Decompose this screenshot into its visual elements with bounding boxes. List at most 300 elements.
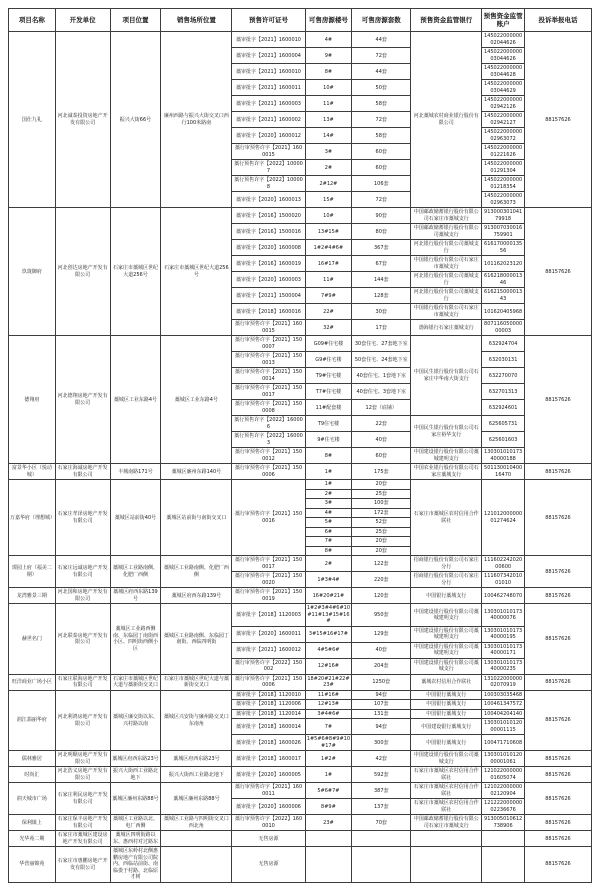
cell-bldg: 8# (305, 64, 352, 80)
cell-sales: 藁城区廉州东路88号 (161, 783, 232, 815)
cell-acct (482, 847, 525, 883)
table-header (9, 9, 592, 32)
cell-cnt: 17套 (352, 320, 411, 336)
cell-acct: 14502200000001221626 (482, 144, 525, 160)
cell-dev: 河北国和房地产开发有限公司 (55, 588, 110, 604)
cell-cnt: 67套 (352, 256, 411, 272)
cell-sales (161, 831, 232, 847)
cell-bldg: T9住宅楼 (305, 416, 352, 432)
cell-cnt: 175套 (352, 464, 411, 480)
cell-bldg: 16#20#21# (305, 588, 352, 604)
cell-bldg: 1# (305, 767, 352, 783)
cell-phone: 88157626 (524, 208, 591, 336)
cell-loc: 藁城区站前街40号 (110, 480, 161, 556)
cell-dev: 石家庄保丰房地产开发有限公司 (55, 815, 110, 831)
cell-permit: 藁审批字【2018】1120010 (232, 690, 305, 700)
cell-acct: 14502200000003044626 (482, 48, 525, 64)
cell-loc: 石家庄市藁城区世纪大道与藁新街交叉口 (110, 674, 161, 690)
cell-bldg: 23# (305, 815, 352, 831)
cell-bank: 中国银行藁城支行 (411, 700, 482, 710)
cell-bldg: G09#住宅楼 (305, 336, 352, 352)
cell-permit: 藁行审预售许字【2022】150002 (232, 658, 305, 674)
cell-acct: 14502200000001218354 (482, 176, 525, 192)
cell-bldg: 8#9# (305, 799, 352, 815)
cell-bank: 河北藁城农村商业银行股份有限公司 (411, 32, 482, 208)
cell-bank: 石家庄市藁城区农村信用合作联社 (411, 480, 482, 556)
cell-bldg: 5# (305, 518, 352, 528)
cell-dev: 石家庄市惠鹏房地产开发有限公司 (55, 847, 110, 883)
cell-permit: 无售房源 (232, 831, 305, 847)
table-row (9, 751, 592, 767)
cell-cnt: 122套 (352, 556, 411, 572)
cell-bldg: 12#13# (305, 700, 352, 710)
cell-bldg: 3#4#6# (305, 709, 352, 719)
cell-acct: 14502200000002942126 (482, 96, 525, 112)
cell-cnt: 300套 (352, 735, 411, 751)
cell-cnt: 387套 (352, 783, 411, 799)
cell-sales: 藁城区廉州东路140号 (161, 464, 232, 480)
cell-bldg: 15# (305, 192, 352, 208)
cell-sales: 藁城区工业路南侧、东临园丁南街、西临四明街 (161, 604, 232, 675)
cell-dev: 石家庄远诚房地产开发有限公司 (55, 556, 110, 588)
cell-loc: 藁城区工业东路4号 (110, 336, 161, 464)
table-row (9, 847, 592, 883)
cell-bldg (305, 831, 352, 847)
cell-cnt: 90套 (352, 208, 411, 224)
cell-cnt: 20套 (352, 480, 411, 490)
cell-sales: 藁城区工业东路4号 (161, 336, 232, 464)
cell-loc: 藁城区府西东路139号 (110, 588, 161, 604)
cell-acct: 100461347572 (482, 700, 525, 710)
column-header-sales: 销售场所位置 (161, 9, 232, 32)
cell-permit: 藁审批字【2020】1600013 (232, 192, 305, 208)
cell-permit: 藁审批字【2021】1600004 (232, 48, 305, 64)
cell-name: 玖珑御府 (9, 208, 56, 336)
table-row (9, 480, 592, 490)
cell-cnt (352, 847, 411, 883)
cell-permit: 藁行预售许字【2022】160006 (232, 416, 305, 432)
cell-bank: 中国建设银行股份有限公司藁城建明支行 (411, 642, 482, 658)
cell-phone: 88157626 (524, 767, 591, 783)
cell-acct: 101162023120 (482, 256, 525, 272)
cell-bldg: 10# (305, 80, 352, 96)
cell-bldg: 1#2#4#6# (305, 240, 352, 256)
cell-phone: 88157626 (524, 604, 591, 675)
cell-cnt: 72套 (352, 112, 411, 128)
cell-cnt: 60套 (352, 160, 411, 176)
cell-phone: 88157626 (524, 831, 591, 847)
cell-cnt: 25套 (352, 489, 411, 499)
cell-loc: 藁城区工业路南侧、化肥厂西侧 (110, 556, 161, 588)
cell-bldg: 3#15#16#17# (305, 626, 352, 642)
cell-cnt: 50套住宅、24套地下室 (352, 352, 411, 368)
cell-acct: 13102200000002070919 (482, 674, 525, 690)
cell-cnt (352, 831, 411, 847)
cell-permit: 藁审批字【2021】1500004 (232, 288, 305, 304)
cell-loc: 藁城区府西东路23号 (110, 751, 161, 767)
cell-name: 璟园上府（福美二期） (9, 556, 56, 588)
cell-name: 儒林雅居 (9, 751, 56, 767)
cell-acct: 11160734201001010 (482, 572, 525, 588)
cell-sales: 振兴大街西工业路北地下 (161, 767, 232, 783)
cell-bldg: 1# (305, 480, 352, 490)
cell-dev: 石家庄利民房地产开发有限公司 (55, 783, 110, 815)
cell-permit: 藁审批字【2018】1120006 (232, 700, 305, 710)
cell-bank: 中国银行藁城支行 (411, 735, 482, 751)
cell-cnt: 50套 (352, 80, 411, 96)
cell-acct: 632924704 (482, 336, 525, 352)
cell-cnt: 58套 (352, 128, 411, 144)
table-row (9, 831, 592, 847)
cell-acct: 14502200000001291304 (482, 160, 525, 176)
column-header-loc: 项目位置 (110, 9, 161, 32)
cell-cnt: 367套 (352, 240, 411, 256)
cell-acct: 13030101017340000195 (482, 626, 525, 642)
cell-permit: 藁行预售许字【2022】100007 (232, 160, 305, 176)
cell-cnt: 120套 (352, 588, 411, 604)
cell-permit: 藁审批字【2016】1500016 (232, 224, 305, 240)
cell-acct: 14502200000002963072 (482, 128, 525, 144)
cell-permit: 藁审批字【2020】1600003 (232, 272, 305, 288)
cell-permit: 藁审批字【2020】1600008 (232, 240, 305, 256)
cell-permit: 藁行审预售许字【2021】1500014 (232, 368, 305, 384)
cell-permit: 藁行审预售许字【2021】1500017 (232, 556, 305, 572)
cell-phone: 88157626 (524, 464, 591, 480)
cell-bank (411, 847, 482, 883)
cell-permit: 藁行审预售许字【2021】1500006 (232, 674, 305, 690)
cell-bldg: 9# (305, 48, 352, 64)
cell-cnt: 144套 (352, 272, 411, 288)
cell-bldg: 18#20#21#22#23# (305, 674, 352, 690)
cell-bldg: 12#16# (305, 658, 352, 674)
table-row (9, 464, 592, 480)
cell-cnt: 40套 (352, 432, 411, 448)
cell-bldg: 11#16# (305, 690, 352, 700)
cell-acct: 14502200000002044626 (482, 32, 525, 48)
cell-bldg: 4# (305, 32, 352, 48)
cell-sales: 藁城区工业路与四明街交叉口西北角 (161, 815, 232, 831)
table-row (9, 208, 592, 224)
cell-bldg: 7# (305, 537, 352, 547)
cell-acct: 80711605000000003 (482, 320, 525, 336)
cell-bldg: T7#住宅楼 (305, 384, 352, 400)
cell-sales: 藁城区府西东路139号 (161, 588, 232, 604)
cell-loc: 丰城南路171号 (110, 464, 161, 480)
cell-bank: 中国建设银行股份有限公司藁城建明支行 (411, 626, 482, 642)
cell-dev: 河北利鸿房地产开发有限公司 (55, 690, 110, 751)
cell-permit: 藁行审预售许字【2021】1500020 (232, 572, 305, 588)
cell-cnt: 30套 (352, 304, 411, 320)
cell-permit: 藁审批字【2021】1600012 (232, 642, 305, 658)
cell-bldg: 13# (305, 112, 352, 128)
cell-cnt: 100套 (352, 499, 411, 509)
cell-permit: 藁审批字【2020】1600011 (232, 626, 305, 642)
cell-cnt: 72套 (352, 192, 411, 208)
column-header-cnt: 可售房源套数 (352, 9, 411, 32)
column-header-acct: 预售资金监管账户 (482, 9, 525, 32)
cell-bldg: 8# (305, 448, 352, 464)
cell-bldg (305, 847, 352, 883)
cell-acct: 100404204140 (482, 709, 525, 719)
cell-permit: 藁行审预售许字【2021】1500016 (232, 480, 305, 556)
cell-permit: 藁行审预售许字【2021】1600011 (232, 783, 305, 799)
cell-name: 保利镇上 (9, 815, 56, 831)
cell-name: 光华苑二期 (9, 831, 56, 847)
cell-permit: 藁审批字【2020】1600006 (232, 799, 305, 815)
cell-bldg: T9#住宅楼 (305, 368, 352, 384)
cell-loc: 藁城区四明街路以东、惠西村对过路东 (110, 831, 161, 847)
cell-cnt: 60套 (352, 448, 411, 464)
cell-acct: 12101200000001274624 (482, 480, 525, 556)
cell-phone: 88157626 (524, 588, 591, 604)
cell-acct: 50113001040016470 (482, 464, 525, 480)
presale-permit-table (8, 8, 592, 883)
cell-bldg: 1#2# (305, 751, 352, 767)
cell-bldg: 2# (305, 160, 352, 176)
cell-acct: 625601603 (482, 432, 525, 448)
cell-acct: 632030131 (482, 352, 525, 368)
cell-bldg: 3# (305, 499, 352, 509)
cell-acct: 13030101017340000076 (482, 604, 525, 627)
table-row (9, 32, 592, 48)
cell-bldg: 10# (305, 208, 352, 224)
cell-bank: 招商银行股份有限公司石家庄分行 (411, 556, 482, 572)
cell-bldg: 13#15# (305, 224, 352, 240)
table-row (9, 588, 592, 604)
cell-cnt: 25套 (352, 527, 411, 537)
cell-permit: 藁审批字【2016】1600019 (232, 256, 305, 272)
cell-phone: 88157626 (524, 783, 591, 815)
cell-acct: 632270070 (482, 368, 525, 384)
cell-name: 万嘉华府（理想城） (9, 480, 56, 556)
cell-bank: 石家庄市藁城区农村信用合作联社 (411, 767, 482, 783)
cell-permit: 藁审批字【2021】1600003 (232, 96, 305, 112)
cell-bldg: 1# (305, 464, 352, 480)
cell-acct: 61621500001343 (482, 288, 525, 304)
cell-permit: 藁审批字【2018】1600016 (232, 304, 305, 320)
cell-bank: 河北银行股份有限公司藁城支行 (411, 240, 482, 256)
cell-sales: 藁城区站前街与南街交叉口 (161, 480, 232, 556)
cell-acct: 13030101017340000235 (482, 658, 525, 674)
column-header-permit: 预售许可证号 (232, 9, 305, 32)
cell-phone: 88157626 (524, 32, 591, 208)
table-row (9, 783, 592, 799)
cell-acct: 100471710608 (482, 735, 525, 751)
cell-cnt: 94套 (352, 690, 411, 700)
cell-cnt: 172套 (352, 508, 411, 518)
cell-phone: 88157626 (524, 815, 591, 831)
cell-loc: 石家庄市藁城区世纪大道256号 (110, 208, 161, 336)
cell-bank: 河北银行股份有限公司藁城支行 (411, 288, 482, 304)
cell-bldg: 11# (305, 96, 352, 112)
cell-bank: 招商银行股份有限公司石家庄分行 (411, 572, 482, 588)
cell-bank: 中国建设银行股份有限公司藁城建明支行 (411, 604, 482, 627)
cell-bldg: 9#住宅楼 (305, 432, 352, 448)
cell-bldg: 16#17# (305, 256, 352, 272)
cell-acct: 61617000013556 (482, 240, 525, 256)
cell-permit: 藁审批字【2018】1600017 (232, 751, 305, 767)
cell-permit: 藁行审预售许字【2021】1500017 (232, 384, 305, 400)
cell-dev: 石家庄联海房地产开发有限公司 (55, 674, 110, 690)
cell-cnt: 106套 (352, 176, 411, 192)
cell-bank: 中国建设银行股份有限公司藁城支行 (411, 658, 482, 674)
cell-bank: 藁城农村信用合作联社 (411, 674, 482, 690)
cell-acct: 13030101012000001115 (482, 719, 525, 735)
cell-acct: 632701313 (482, 384, 525, 400)
cell-permit: 藁行审预售许字【2021】1500006 (232, 464, 305, 480)
table-row (9, 336, 592, 352)
cell-cnt: 1250套 (352, 674, 411, 690)
cell-permit: 藁行审预售许字【2021】1500013 (232, 352, 305, 368)
cell-acct: 632924601 (482, 400, 525, 416)
column-header-phone: 投诉举报电话 (524, 9, 591, 32)
cell-dev: 河北创达房地产开发有限公司 (55, 208, 110, 336)
cell-acct: 625605731 (482, 416, 525, 432)
cell-loc: 藁城区廉交街以东、兴村路以南 (110, 690, 161, 751)
cell-cnt: 94套 (352, 719, 411, 735)
cell-permit: 藁审批字【2016】1500020 (232, 208, 305, 224)
cell-loc: 藁城区工业路西侧南、东临园丁南街西小区、四明街西侧小区 (110, 604, 161, 675)
cell-cnt: 592套 (352, 767, 411, 783)
cell-acct: 12102200000002120904 (482, 783, 525, 799)
cell-sales (161, 847, 232, 883)
table-row (9, 815, 592, 831)
cell-sales: 石家庄市藁城区世纪大道256号 (161, 208, 232, 336)
column-header-bank: 预售资金监管银行 (411, 9, 482, 32)
cell-permit: 藁行审预售许字【2021】1500007 (232, 336, 305, 352)
cell-bank: 中国建设银行股份有限公司藁城支行 (411, 751, 482, 767)
cell-bldg: 1#3#4# (305, 572, 352, 588)
cell-bldg: G9#住宅楼 (305, 352, 352, 368)
cell-loc: 藁城区工业路以北、电厂西侧 (110, 815, 161, 831)
cell-bank: 中国银行藁城支行 (411, 588, 482, 604)
table-row (9, 604, 592, 627)
cell-permit: 藁审批字【2018】1600014 (232, 719, 305, 735)
cell-dev: 河北诚泰投资房地产开发有限公司 (55, 32, 110, 208)
cell-name: 龙湾雅景三期 (9, 588, 56, 604)
cell-acct: 101620405968 (482, 304, 525, 320)
cell-dev: 石家庄孝泽房地产开发有限公司 (55, 480, 110, 556)
cell-bldg: 2# (305, 556, 352, 572)
cell-acct: 12122200000002236676 (482, 799, 525, 815)
cell-cnt: 12套（底铺） (352, 400, 411, 416)
cell-cnt: 129套 (352, 626, 411, 642)
column-header-bldg: 可售房源楼号 (305, 9, 352, 32)
cell-permit: 藁审批字【2020】1600012 (232, 128, 305, 144)
table-row (9, 674, 592, 690)
cell-dev: 河北联泰房地产开发有限公司 (55, 604, 110, 675)
cell-name: 润天城市广场 (9, 783, 56, 815)
cell-acct: 913005010612738906 (482, 815, 525, 831)
cell-cnt: 40套 (352, 642, 411, 658)
cell-cnt: 137套 (352, 799, 411, 815)
cell-cnt: 950套 (352, 604, 411, 627)
cell-acct: 13030101017340000171 (482, 642, 525, 658)
cell-phone: 88157626 (524, 690, 591, 751)
cell-cnt: 22套 (352, 416, 411, 432)
table-row (9, 690, 592, 700)
cell-bank: 渤海银行石家庄藁城支行 (411, 320, 482, 336)
cell-bank: 中国邮政储蓄银行股份有限公司石家庄市藁城支行 (411, 208, 482, 224)
cell-cnt: 107套 (352, 700, 411, 710)
cell-name: 富景华小区（悦动城） (9, 464, 56, 480)
cell-acct: 14502200000002942127 (482, 112, 525, 128)
cell-acct: 91300030104179918 (482, 208, 525, 224)
cell-cnt: 72套 (352, 48, 411, 64)
cell-sales: 藁城区工业路南侧、化肥厂西侧 (161, 556, 232, 588)
cell-phone: 88157626 (524, 556, 591, 588)
column-header-dev: 开发单位 (55, 9, 110, 32)
cell-sales: 藁城区府西东路23号 (161, 751, 232, 767)
cell-phone: 88157626 (524, 336, 591, 464)
cell-bank: 中国银行藁城支行 (411, 709, 482, 719)
cell-sales: 藁城区兴安街与廉州路交叉口东南角 (161, 690, 232, 751)
cell-bldg: 4#5#6# (305, 642, 352, 658)
cell-permit: 藁审批字【2020】1600005 (232, 767, 305, 783)
cell-bldg: 11#配套楼 (305, 400, 352, 416)
header-row (9, 9, 592, 32)
cell-permit: 藁行审预售许字【2021】1600015 (232, 320, 305, 336)
cell-permit: 藁审批字【2018】1120014 (232, 709, 305, 719)
cell-cnt: 44套 (352, 32, 411, 48)
cell-acct: 13030101012000001061 (482, 751, 525, 767)
cell-dev: 河北明顺房地产开发有限公司 (55, 751, 110, 767)
cell-cnt: 40套住宅、1套地下室 (352, 368, 411, 384)
cell-name: 润江翡丽华府 (9, 690, 56, 751)
cell-cnt: 52套 (352, 518, 411, 528)
cell-acct: 14502200000003044628 (482, 64, 525, 80)
cell-cnt: 220套 (352, 572, 411, 588)
cell-bank: 石家庄市藁城区农村信用合作联社 (411, 783, 482, 799)
cell-bldg: 2#12# (305, 176, 352, 192)
cell-bank: 中国邮政储蓄银行股份有限公司石家庄市藁城支行 (411, 815, 482, 831)
cell-bldg: 8# (305, 546, 352, 556)
cell-name: 国仕九礼 (9, 32, 56, 208)
cell-bank: 中国银行藁城支行 (411, 690, 482, 700)
cell-bank: 中国银行股份有限公司石家庄市藁城支行 (411, 304, 482, 320)
cell-cnt: 42套 (352, 751, 411, 767)
cell-name: 华营丽锦苑 (9, 847, 56, 883)
cell-bldg: 3# (305, 144, 352, 160)
cell-loc: 振兴大街66号 (110, 32, 161, 208)
table-row (9, 767, 592, 783)
cell-cnt: 58套 (352, 96, 411, 112)
cell-permit: 藁行预售许字【2022】160003 (232, 432, 305, 448)
cell-permit: 藁行审预售许字【2021】1500019 (232, 588, 305, 604)
cell-bldg: 7# (305, 719, 352, 735)
cell-bank: 中国农业银行股份有限公司石家庄藁城支行 (411, 464, 482, 480)
cell-acct: 11160224202000600 (482, 556, 525, 572)
cell-cnt: 20套 (352, 546, 411, 556)
cell-dev: 石家庄市藁城区建设房地产开发有限公司 (55, 831, 110, 847)
cell-sales: 石家庄市藁城区世纪大道与藁新街交叉口 (161, 674, 232, 690)
cell-dev: 河北浩义房地产开发有限公司 (55, 767, 110, 783)
cell-dev: 石家庄海诚房地产开发有限公司 (55, 464, 110, 480)
cell-sales: 廉州西路与振兴大街交叉口西行100米路南 (161, 32, 232, 208)
cell-cnt: 20套 (352, 537, 411, 547)
cell-bldg: 14# (305, 128, 352, 144)
cell-permit: 藁审批字【2021】1600011 (232, 80, 305, 96)
cell-phone: 88157626 (524, 674, 591, 690)
cell-bldg: 7#9# (305, 288, 352, 304)
cell-cnt: 60套 (352, 144, 411, 160)
cell-bank: 中国民生银行股份有限公司石家庄裕华支行 (411, 416, 482, 448)
cell-loc: 藁城区廉州东路88号 (110, 783, 161, 815)
cell-bank: 河北银行股份有限公司藁城支行 (411, 272, 482, 288)
cell-bank: 中国建设银行藁城支行 (411, 719, 482, 735)
cell-loc: 振兴大街西工业路北地下 (110, 767, 161, 783)
cell-bldg: 11# (305, 272, 352, 288)
